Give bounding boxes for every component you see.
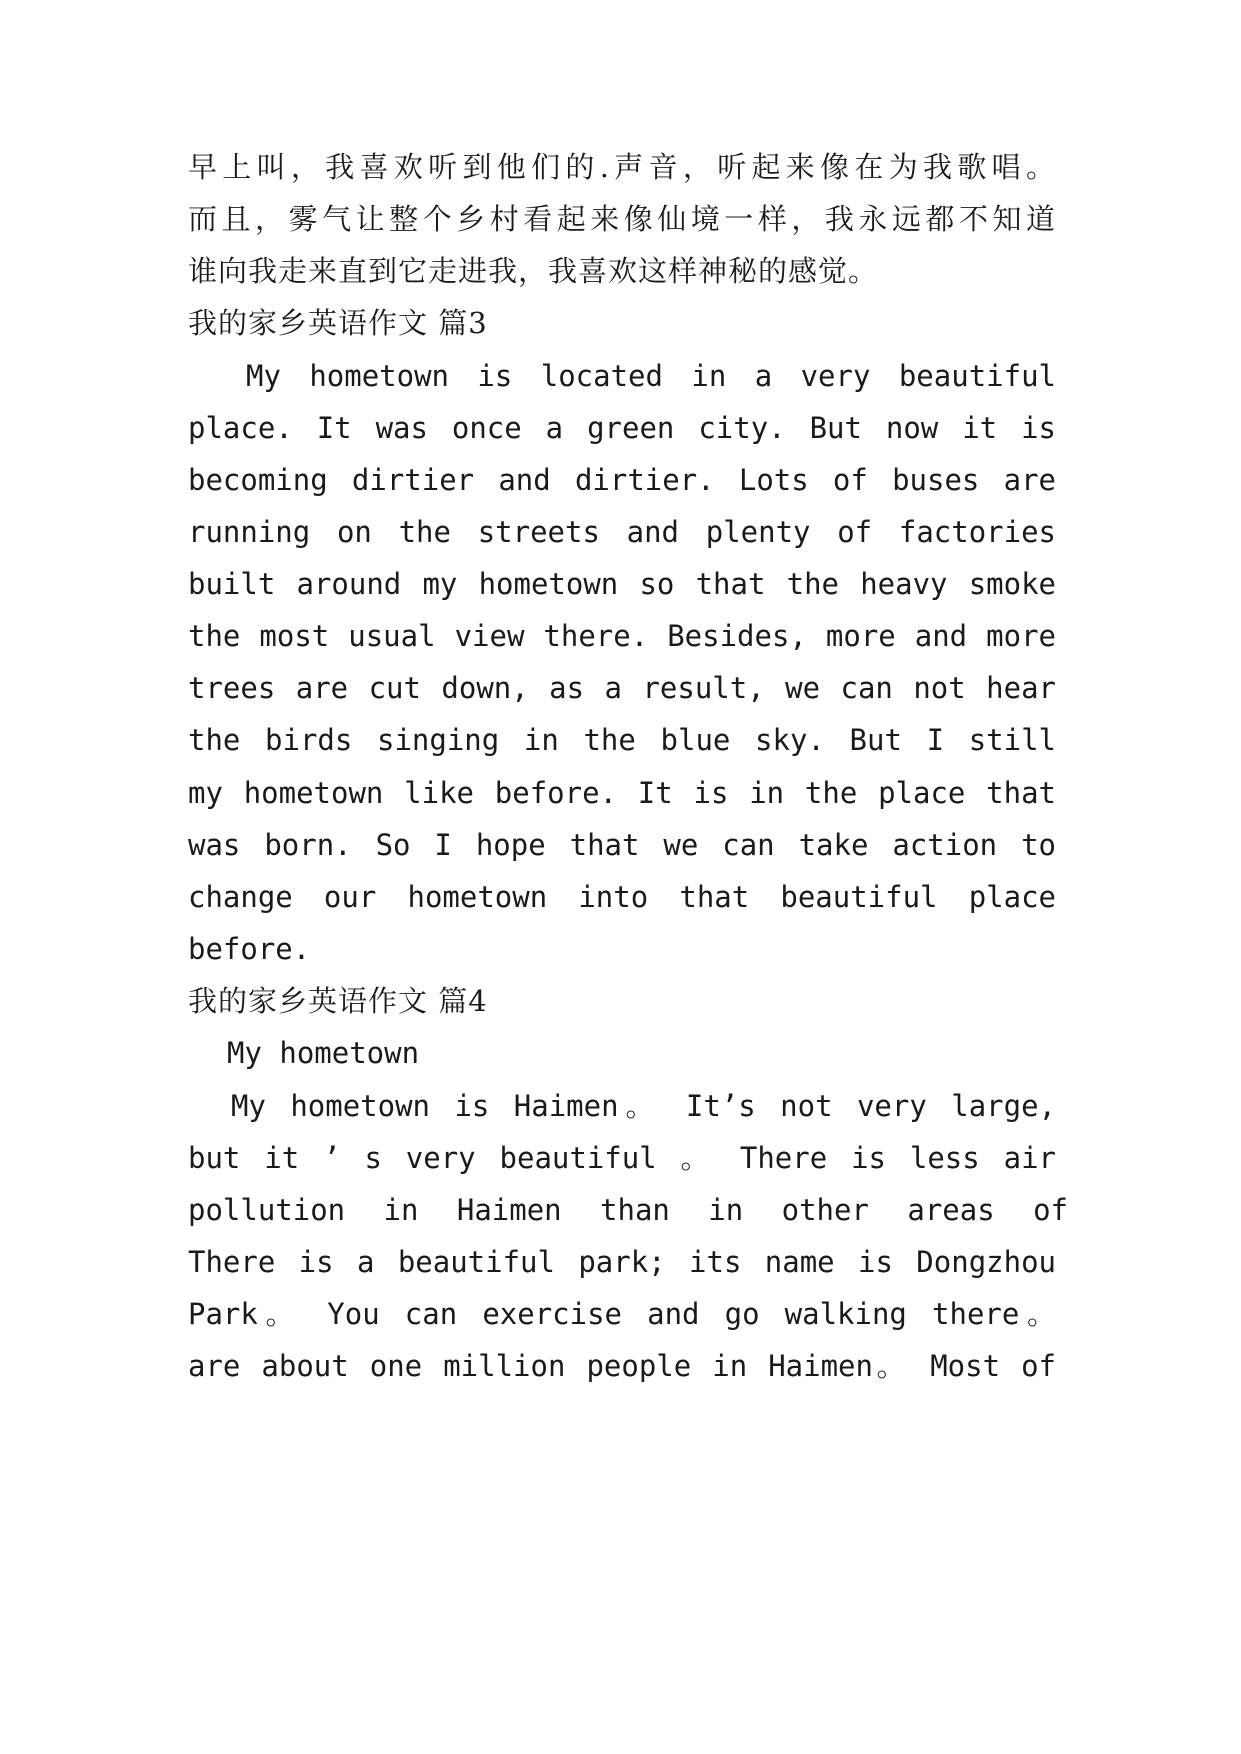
paragraph-line: the birds singing in the blue sky. But I still [188, 723, 1056, 757]
paragraph-line: running on the streets and plenty of factories [188, 515, 1056, 549]
section-heading: 我的家乡英语作文 篇3 [188, 306, 488, 340]
paragraph-line: change our hometown into that beautiful place [188, 880, 1056, 914]
paragraph-line: the most usual view there. Besides, more and more [188, 619, 1056, 653]
paragraph-line: 而且，雾气让整个乡村看起来像仙境一样，我永远都不知道 [188, 202, 1056, 236]
paragraph-line: My hometown is located in a very beautiful [246, 359, 1056, 393]
paragraph-line: 谁向我走来直到它走进我，我喜欢这样神秘的感觉。 [188, 254, 879, 288]
paragraph-line: built around my hometown so that the heavy smoke [188, 567, 1056, 601]
paragraph-line: There is a beautiful park; its name is Dongzhou [188, 1245, 1056, 1279]
paragraph-line: was born. So I hope that we can take action to [188, 828, 1056, 862]
paragraph-line: but it ’ s very beautiful 。 There is less air [188, 1141, 1056, 1175]
paragraph-line: becoming dirtier and dirtier. Lots of buses are [188, 463, 1056, 497]
paragraph-line: before. [188, 932, 311, 966]
paragraph-line: trees are cut down, as a result, we can not hear [188, 671, 1056, 705]
paragraph-line: place. It was once a green city. But now it is [188, 411, 1056, 445]
paragraph-line: my hometown like before. It is in the place that [188, 776, 1056, 810]
paragraph-line: pollution in Haimen than in other areas of [188, 1193, 1068, 1227]
paragraph-line: My hometown is Haimen。 It’s not very large, [231, 1089, 1056, 1123]
essay-title: My hometown [227, 1036, 420, 1070]
paragraph-line: 早上叫，我喜欢听到他们的.声音，听起来像在为我歌唱。 [188, 150, 1056, 184]
paragraph-line: are about one million people in Haimen。 Most of [188, 1349, 1056, 1383]
section-heading: 我的家乡英语作文 篇4 [188, 984, 488, 1018]
paragraph-line: Park。 You can exercise and go walking there。 [188, 1297, 1056, 1331]
